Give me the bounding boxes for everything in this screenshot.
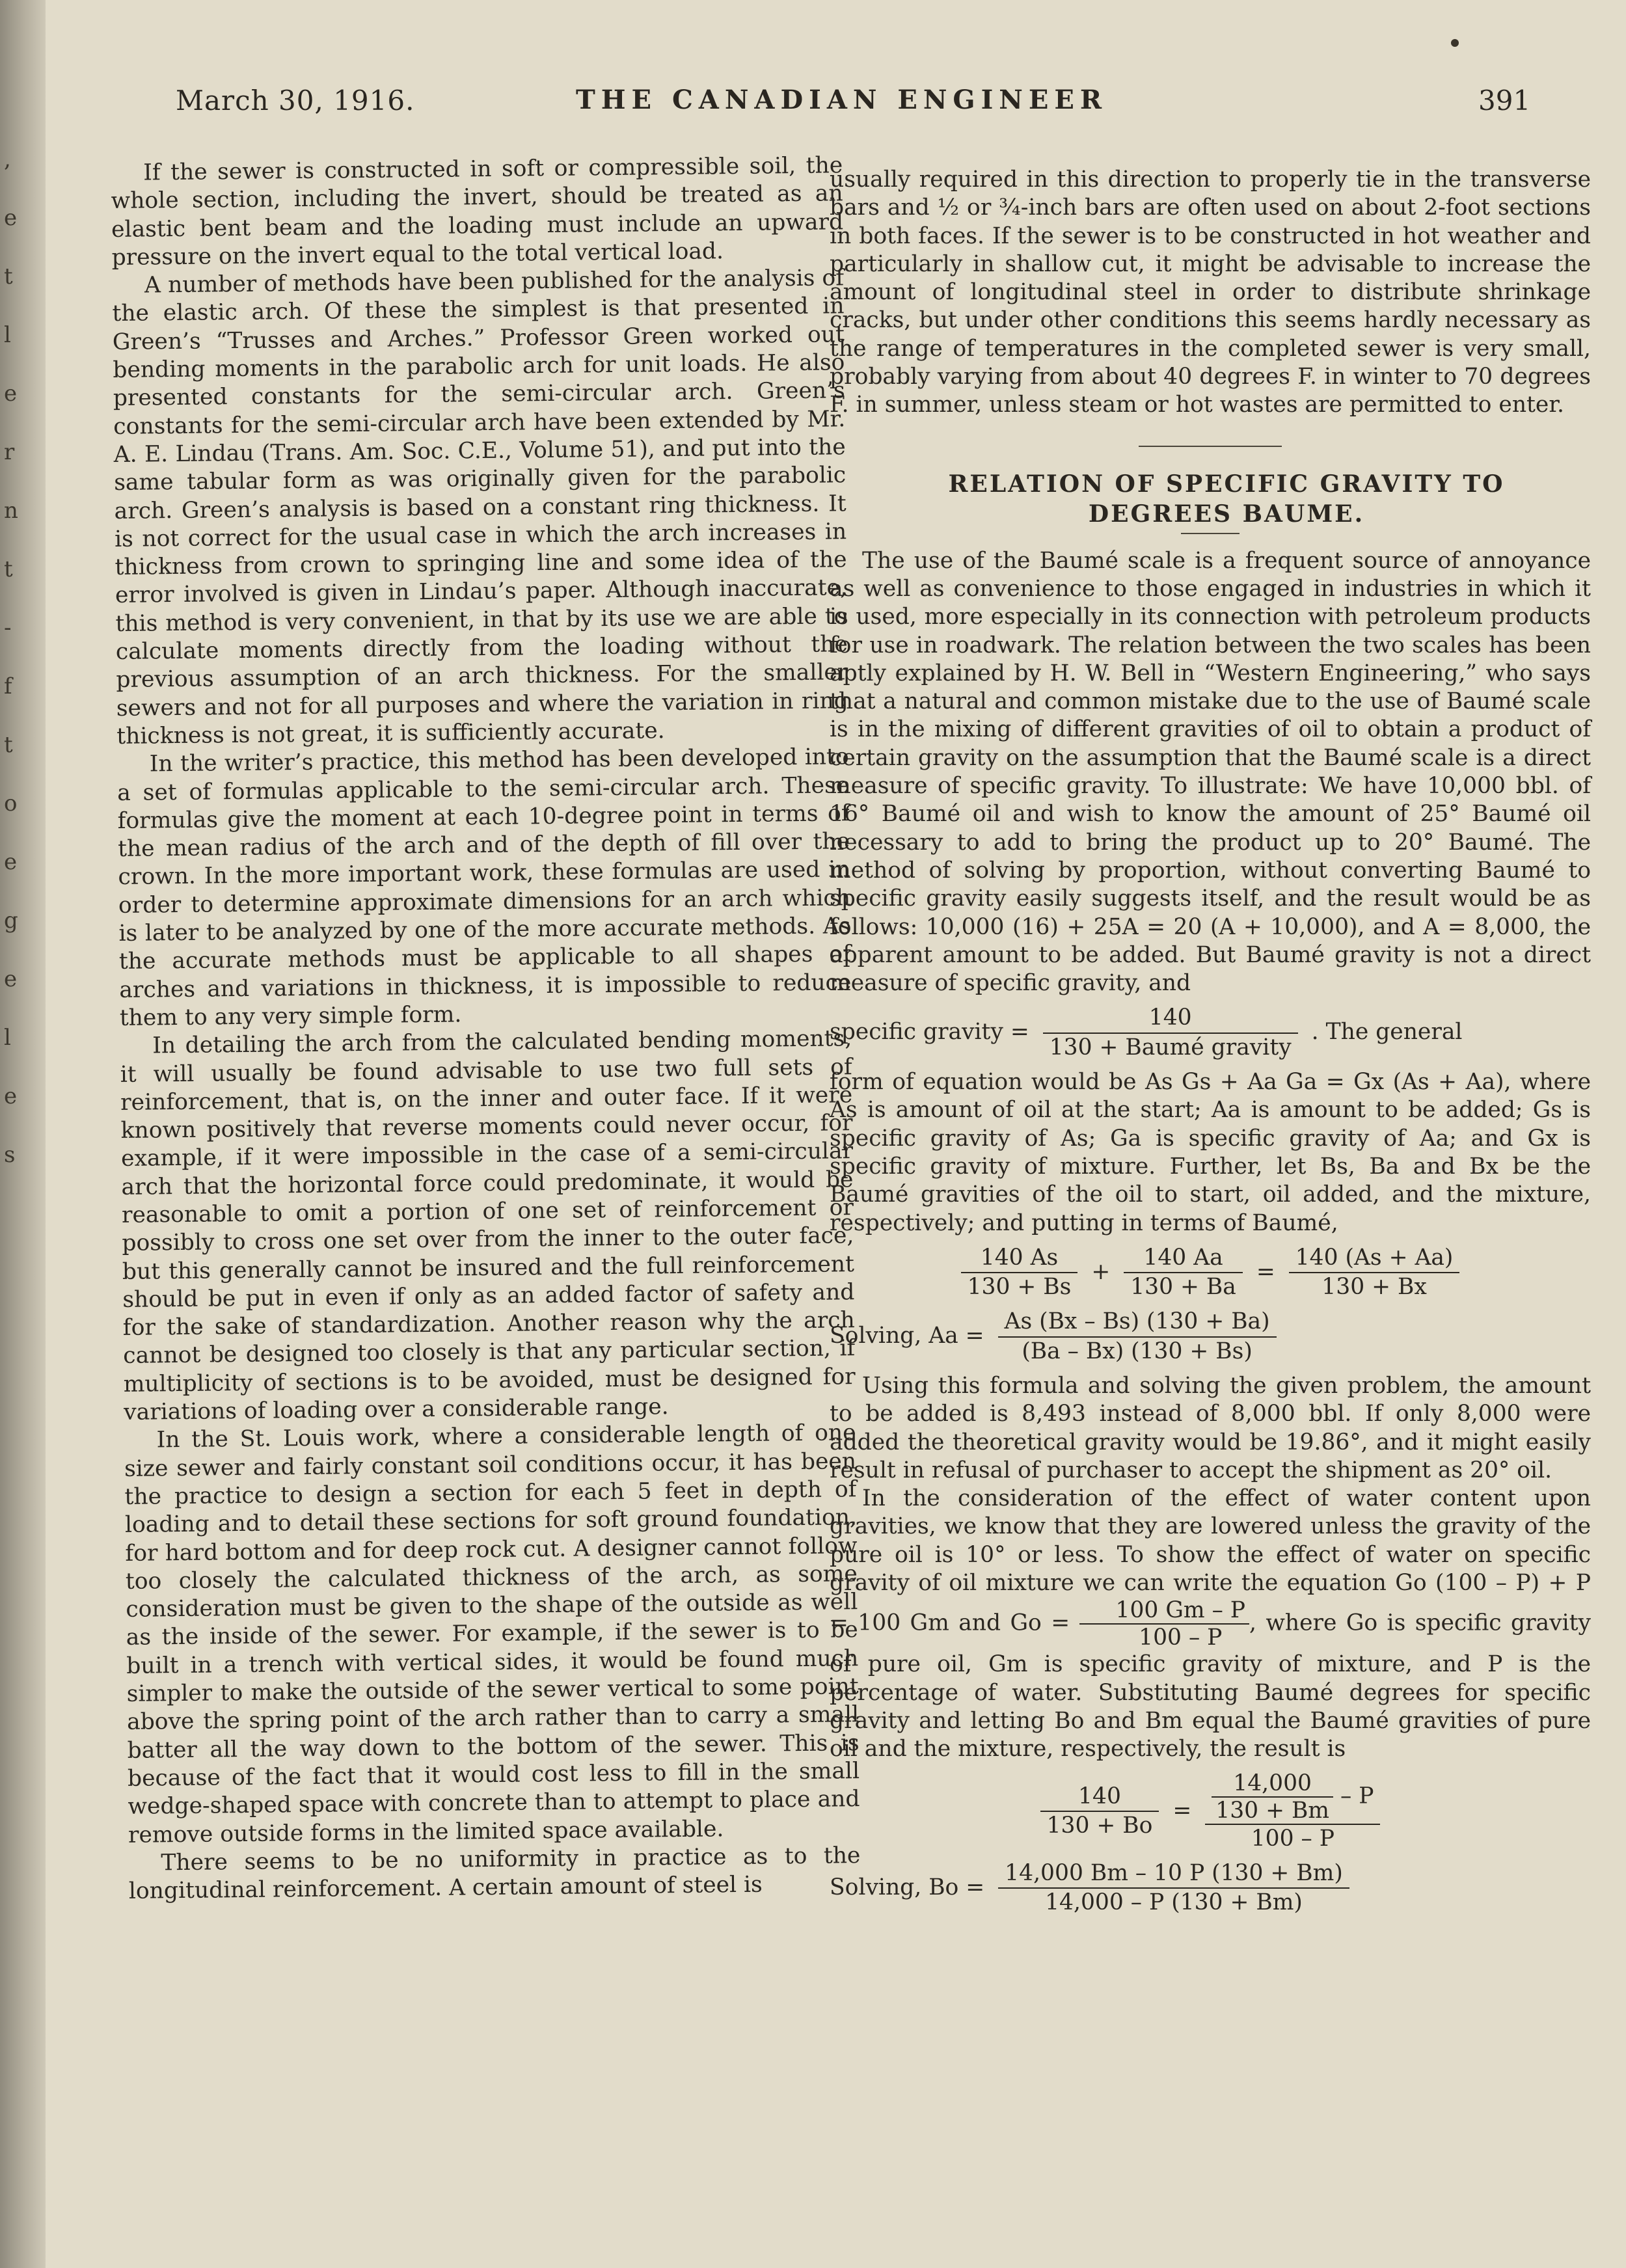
left-column	[111, 152, 861, 1906]
gutter-letter: ,	[4, 146, 11, 172]
gutter-letter: r	[4, 439, 15, 465]
fraction	[998, 1308, 1277, 1366]
gutter-letter: -	[4, 615, 12, 641]
binding-gutter	[0, 0, 46, 2268]
denominator: 130 + Bo	[1040, 1811, 1159, 1840]
right-column	[830, 166, 1591, 1923]
fraction	[1205, 1770, 1380, 1853]
denominator: 130 + Bm	[1212, 1796, 1333, 1824]
denominator: 14,000 – P (130 + Bm)	[998, 1887, 1349, 1917]
page-number: 391	[1478, 85, 1531, 116]
numerator: 140	[1148, 1005, 1192, 1031]
formula-trailing-text: . The general	[1311, 1019, 1463, 1046]
running-head	[46, 85, 1626, 124]
gutter-letter: e	[4, 966, 18, 992]
gutter-letter: o	[4, 790, 18, 817]
numerator: 14,000	[1233, 1770, 1312, 1796]
specific-gravity-formula	[830, 1004, 1591, 1062]
gutter-letter: f	[4, 673, 12, 699]
running-head-date: March 30, 1916.	[176, 85, 415, 116]
paragraph: In the St. Louis work, where a considerable length of one size sewer and fairly constant soil conditions occur, it has been the practice to design a section for each 5 feet in depth of loading and to detail these sections for soft ground foundation, for hard bottom and for deep rock cut. A designer cannot follow too closely the calculated thickness of the arch, as some consideration must be given to the shape of the outside as well as the inside of the sewer. For example, if the sewer is to be built in a trench with vertical sides, it would be found much simpler to make the outside of the sewer vertical to some point above the spring point of the arch rather than to carry a small batter all the way down to the bottom of the sewer. This is because of the fact that it would cost less to fill in the small wedge-shaped space with concrete than to attempt to place and remove outside forms in the limited space available.	[124, 1420, 860, 1848]
numerator: 100 Gm – P	[1115, 1597, 1246, 1624]
paragraph: In detailing the arch from the calculated bending moments, it will usually be found advisable to use two full sets of reinforcement, that is, on the inner and outer face. If it were known positively that reverse moments could never occur, for example, if it were impossible in the case of a semi-circular arch that the horizontal force could predominate, it would be reasonable to omit a portion of one set of reinforcement or possibly to cross one set over from the inner to the outer face, but this generally cannot be insured and the full reinforcement should be put in even if only as an added factor of safety and for the sake of standardization. Another reason why the arch cannot be designed too closely is that any particular section, if multiplicity of sections is to be avoided, must be designed for variations of loading over a considerable range.	[120, 1025, 856, 1425]
article-heading-line1: RELATION OF SPECIFIC GRAVITY TO	[948, 470, 1505, 498]
formula-label: specific gravity =	[830, 1019, 1029, 1046]
formula-label: Solving, Bo =	[830, 1874, 985, 1900]
plus-sign: +	[1091, 1258, 1111, 1285]
gutter-letter: t	[4, 263, 13, 290]
fraction	[1043, 1004, 1298, 1062]
gutter-letter: t	[4, 732, 13, 758]
paragraph: In the writer’s practice, this method has been developed into a set of formulas applicable to the semi-circular arch. These formulas give the moment at each 10-degree point in terms of the mean radius of the arch and of the depth of fill over the crown. In the more important work, these formulas are used in order to determine approximate dimensions for an arch which is later to be analyzed by one of the more accurate methods. As the accurate methods must be applicable to all shapes of arches and variations in thickness, it is impossible to reduce them to any very simple form.	[116, 744, 852, 1031]
fraction	[1079, 1597, 1250, 1651]
fraction	[1289, 1244, 1460, 1302]
gutter-letter: e	[4, 849, 18, 875]
ink-spot	[1451, 39, 1459, 47]
solving-bo-equation	[830, 1859, 1591, 1917]
numerator: 140 Aa	[1143, 1244, 1223, 1271]
running-head-title: THE CANADIAN ENGINEER	[576, 85, 1108, 115]
paragraph: Using this formula and solving the given problem, the amount to be added is 8,493 instead of 8,000 bbl. If only 8,000 were added the theoretical gravity would be 19.86°, and it might easily result in refusal of purchaser to accept the shipment as 20° oil.	[830, 1372, 1591, 1483]
paragraph: form of equation would be As Gs + Aa Ga = Gx (As + Aa), where As is amount of oil at the start; Aa is amount to be added; Gs is specific gravity of As; Ga is specific gravity of Aa; and Gx is specific gravity of mixture. Further, let Bs, Ba and Bx be the Baumé gravities of the oil to start, oil added, and the mixture, respectively; and putting in terms of Baumé,	[830, 1069, 1591, 1236]
denominator: 100 – P	[1079, 1623, 1250, 1651]
equals-sign: =	[1172, 1797, 1192, 1824]
article-heading-line2: DEGREES BAUME.	[1088, 500, 1365, 528]
gutter-letter: e	[4, 381, 18, 407]
minus-term: – P	[1340, 1783, 1374, 1809]
paragraph: There seems to be no uniformity in practice as to the longitudinal reinforcement. A certain amount of steel is	[128, 1842, 861, 1904]
denominator: 130 + Baumé gravity	[1043, 1033, 1298, 1062]
gutter-letter: t	[4, 556, 13, 582]
heading-rule	[1181, 533, 1240, 534]
paragraph: A number of methods have been published for the analysis of the elastic arch. Of these the simplest is that presented in Green’s “Trusses and Arches.” Professor Green worked out bending moments in the parabolic arch for unit loads. He also presented constants for the semi-circular arch. Green’s constants for the semi-circular arch have been extended by Mr. A. E. Lindau (Trans. Am. Soc. C.E., Volume 51), and put into the same tabular form as was originally given for the parabolic arch. Green’s analysis is based on a constant ring thickness. It is not correct for the usual case in which the arch increases in thickness from crown to springing line and some idea of the error involved is given in Lindau’s paper. Although inaccurate, this method is very convenient, in that by its use we are able to calculate moments directly from the loading without the previous assumption of an arch thickness. For the smaller sewers and not for all purposes and where the variation in ring thickness is not great, it is sufficiently accurate.	[112, 265, 848, 749]
paragraph: If the sewer is constructed in soft or compressible soil, the whole section, including the invert, should be treated as an elastic bent beam and the loading must include an upward pressure on the invert equal to the total vertical load.	[111, 152, 844, 271]
fraction	[1124, 1244, 1243, 1302]
equals-sign: =	[1256, 1258, 1275, 1285]
numerator: 140 As	[980, 1244, 1059, 1271]
gutter-letter: l	[4, 1025, 11, 1051]
fraction	[1040, 1783, 1159, 1841]
fraction	[1212, 1770, 1333, 1824]
denominator: 100 – P	[1205, 1824, 1380, 1853]
gutter-letter: l	[4, 322, 11, 348]
gutter-letter: n	[4, 498, 18, 524]
fraction	[998, 1859, 1349, 1917]
numerator: 140	[1078, 1783, 1121, 1809]
solving-aa-equation	[830, 1308, 1591, 1366]
denominator: 130 + Bx	[1289, 1272, 1460, 1301]
gutter-letter: e	[4, 205, 18, 231]
gutter-letter: e	[4, 1083, 18, 1109]
baume-water-equation	[830, 1770, 1591, 1853]
numerator	[1205, 1770, 1380, 1824]
gutter-letter: g	[4, 908, 18, 934]
numerator: 14,000 Bm – 10 P (130 + Bm)	[1005, 1859, 1343, 1886]
numerator: As (Bx – Bs) (130 + Ba)	[1004, 1308, 1270, 1335]
paragraph-text: , where Go is specific gravity of pure oil, Gm is specific gravity of mixture, and P is the percentage of water. Substituting Baumé degrees for specific gravity and letting Bo and Bm equal the Baumé gravities of pure oil and the mixture, respectively, the result is	[830, 1610, 1592, 1762]
paragraph: The use of the Baumé scale is a frequent source of annoyance as well as convenience to those engaged in industries in which it is used, more especially in its connection with petroleum products for use in roadwark. The relation between the two scales has been aptly explained by H. W. Bell in “Western Engineering,” who says that a natural and common mistake due to the use of Baumé scale is in the mixing of different gravities of oil to obtain a product of certain gravity on the assumption that the Baumé scale is a direct measure of specific gravity. To illustrate: We have 10,000 bbl. of 16° Baumé oil and wish to know the amount of 25° Baumé oil necessary to add to bring the product up to 20° Baumé. The method of solving by proportion, without converting Baumé to specific gravity easily suggests itself, and the result would be as follows: 10,000 (16) + 25A = 20 (A + 10,000), and A = 8,000, the apparent amount to be added. But Baumé gravity is not a direct measure of specific gravity, and	[830, 547, 1591, 997]
section-divider	[1139, 446, 1282, 447]
denominator: 130 + Bs	[961, 1272, 1078, 1301]
gutter-letter: s	[4, 1142, 16, 1168]
numerator: 140 (As + Aa)	[1295, 1244, 1454, 1271]
paragraph: usually required in this direction to properly tie in the transverse bars and ½ or ¾-inch bars are often used on about 2-foot sections in both faces. If the sewer is to be constructed in hot weather and particularly in shallow cut, it might be advisable to increase the amount of longitudinal steel in order to distribute shrinkage cracks, but under other conditions this seems hardly necessary as the range of temperatures in the completed sewer is very small, probably varying from about 40 degrees F. in winter to 70 degrees F. in summer, unless steam or hot wastes are permitted to enter.	[830, 167, 1591, 418]
denominator: (Ba – Bx) (130 + Bs)	[998, 1336, 1277, 1366]
gutter-letters	[4, 130, 23, 1184]
page	[46, 0, 1626, 2268]
mixture-equation	[830, 1244, 1591, 1302]
paragraph-text: In the consideration of the effect of water content upon gravities, we know that they are lowered unless the gravity of the pure oil is 10° or less. To show the effect of water on specific gravity of oil mixture we can write the equation Go (100 – P) + P = 100 Gm and Go =	[830, 1485, 1591, 1636]
fraction	[961, 1244, 1078, 1302]
formula-label: Solving, Aa =	[830, 1323, 984, 1349]
paragraph	[830, 1485, 1591, 1763]
denominator: 130 + Ba	[1124, 1272, 1243, 1301]
